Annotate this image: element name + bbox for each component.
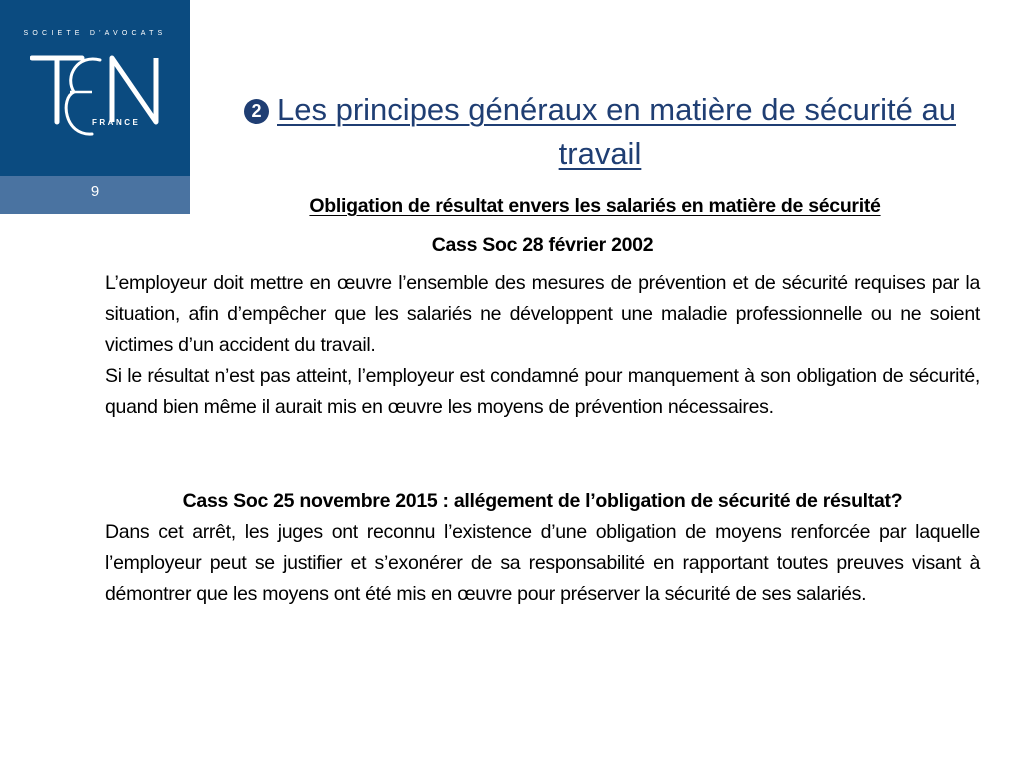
- paragraph-2002-1: L’employeur doit mettre en œuvre l’ensemble des mesures de prévention et de sécurité requises par la situation, afin d’empêcher que les salariés ne développent une maladie professionnelle ou ne soient victimes d’un accident du travail.: [105, 272, 980, 356]
- logo-panel: [0, 0, 190, 176]
- number-badge-icon: 2: [244, 99, 269, 124]
- paragraph-2002-2: Si le résultat n’est pas atteint, l’employeur est condamné pour manquement à son obligation de sécurité, quand bien même il aurait mis en œuvre les moyens de prévention nécessaires.: [105, 365, 980, 418]
- slide-subtitle: Obligation de résultat envers les salariés en matière de sécurité: [309, 195, 881, 217]
- page-number: 9: [90, 183, 100, 200]
- tcn-logo-icon: [30, 46, 170, 146]
- case-heading-2002: Cass Soc 28 février 2002: [431, 234, 654, 256]
- slide-title: [240, 88, 960, 176]
- paragraph-2015-1: Dans cet arrêt, les juges ont reconnu l’existence d’une obligation de moyens renforcée par laquelle l’employeur peut se justifier et s’exonérer de sa responsabilité en rapportant toutes preuves visant à démontrer que les moyens ont été mis en œuvre pour préserver la sécurité de ses salariés.: [105, 521, 980, 605]
- slide-title-text: Les principes généraux en matière de sécurité au travail: [277, 92, 956, 171]
- logo-tagline: SOCIETE D'AVOCATS: [23, 30, 167, 37]
- logo-country: FRANCE: [92, 118, 141, 127]
- case-heading-2015: Cass Soc 25 novembre 2015 : allégement de l’obligation de sécurité de résultat?: [182, 490, 903, 512]
